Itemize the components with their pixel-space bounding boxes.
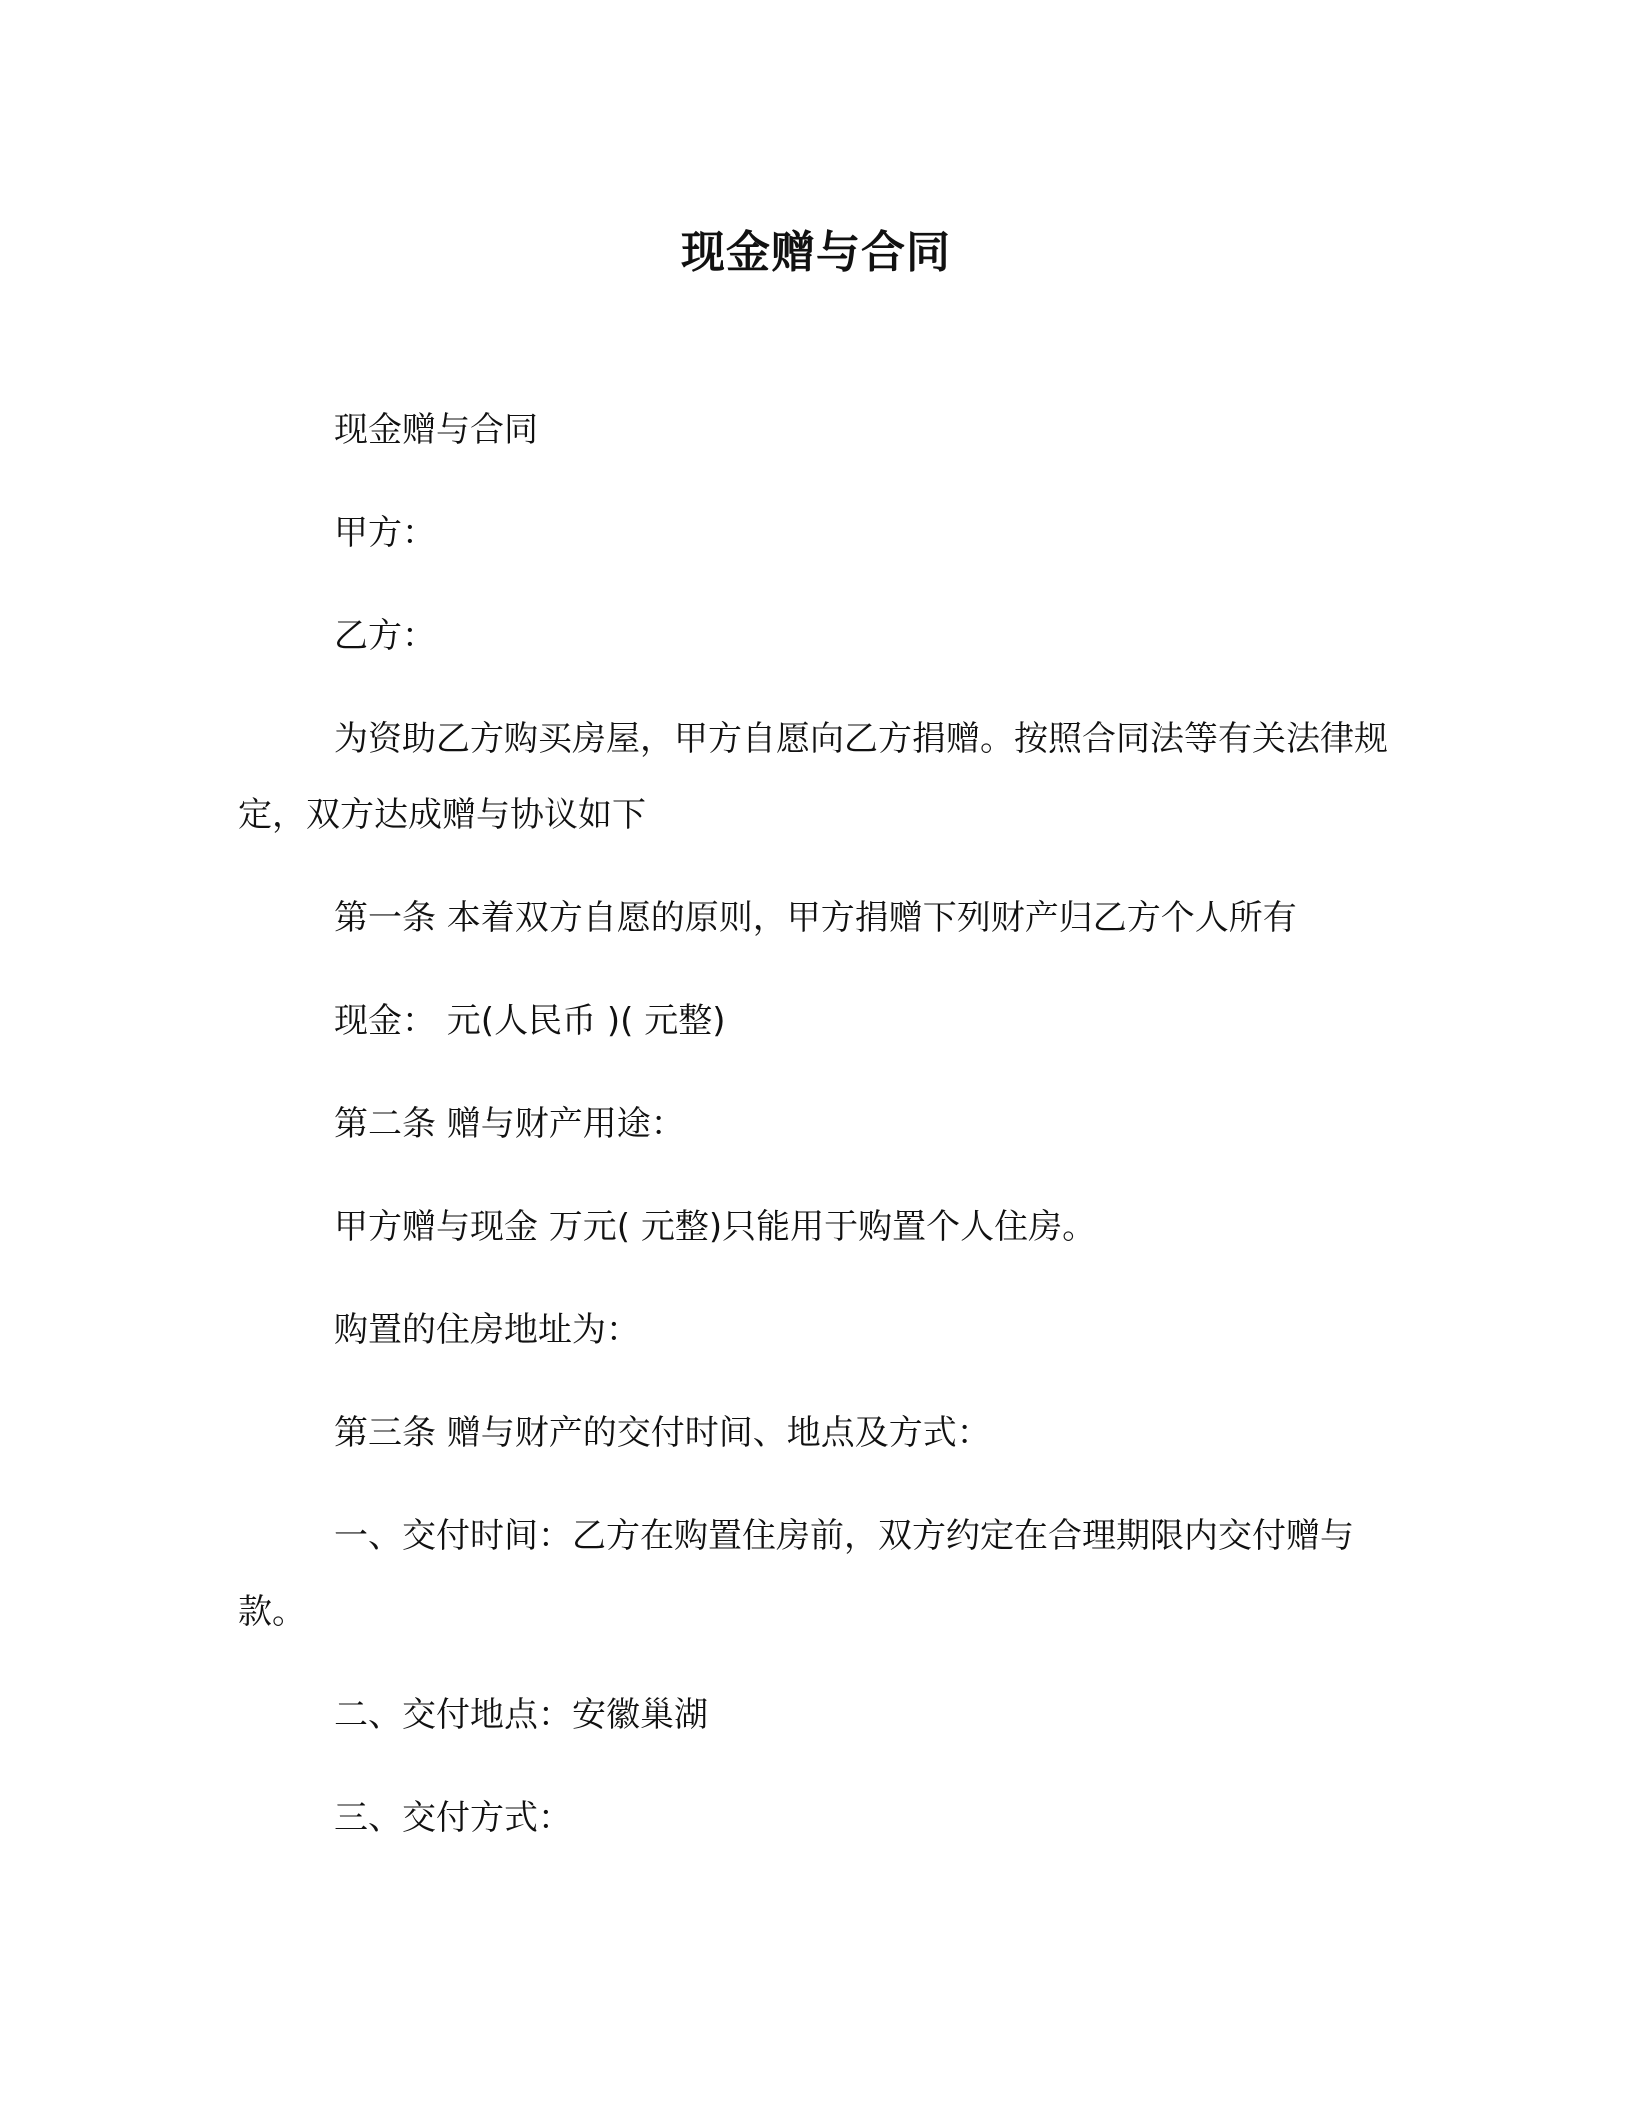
paragraph-delivery-time: 一、交付时间：乙方在购置住房前，双方约定在合理期限内交付赠与款。 xyxy=(238,1516,1354,1632)
document-title: 现金赠与合同 xyxy=(681,227,951,278)
document-body xyxy=(238,392,1398,1883)
paragraph-heading: 现金赠与合同 xyxy=(334,410,538,450)
paragraph-article-2: 第二条 赠与财产用途： xyxy=(334,1104,685,1144)
paragraph-article-1: 第一条 本着双方自愿的原则，甲方捐赠下列财产归乙方个人所有 xyxy=(334,898,1297,938)
paragraph-usage: 甲方赠与现金 万元( 元整)只能用于购置个人住房。 xyxy=(334,1207,1097,1247)
paragraph-delivery-method: 三、交付方式： xyxy=(334,1798,572,1838)
paragraph-cash-amount: 现金： 元(人民币 )( 元整) xyxy=(334,1001,726,1041)
paragraph-preamble: 为资助乙方购买房屋，甲方自愿向乙方捐赠。按照合同法等有关法律规定，双方达成赠与协议如下 xyxy=(238,719,1388,835)
paragraph-party-b: 乙方： xyxy=(334,616,436,656)
paragraph-party-a: 甲方： xyxy=(334,513,436,553)
paragraph-delivery-place: 二、交付地点：安徽巢湖 xyxy=(334,1695,708,1735)
paragraph-address: 购置的住房地址为： xyxy=(334,1310,640,1350)
paragraph-article-3: 第三条 赠与财产的交付时间、地点及方式： xyxy=(334,1413,991,1453)
